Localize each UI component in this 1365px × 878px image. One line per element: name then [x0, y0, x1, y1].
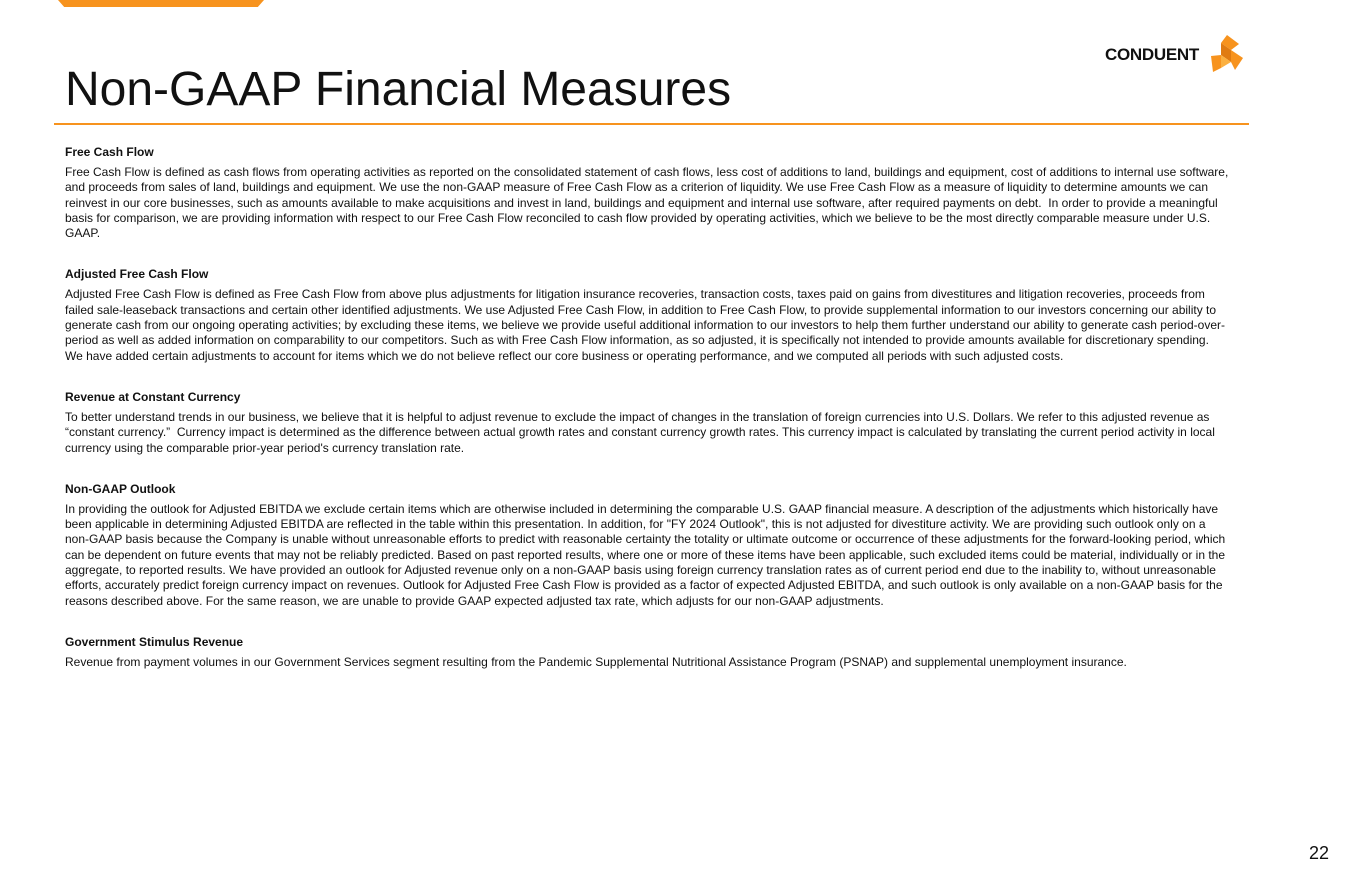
page-title: Non-GAAP Financial Measures	[65, 63, 732, 116]
section-government-stimulus-revenue	[65, 634, 1230, 670]
section-non-gaap-outlook	[65, 481, 1230, 609]
conduent-logo	[1105, 34, 1245, 74]
section-paragraph: Revenue from payment volumes in our Government Services segment resulting from the Pandemic Supplemental Nutritional Assistance Program (PSNAP) and supplemental unemployment insurance.	[65, 654, 1127, 669]
section-heading: Government Stimulus Revenue	[65, 634, 244, 649]
section-adjusted-free-cash-flow	[65, 266, 1230, 363]
section-heading: Adjusted Free Cash Flow	[65, 267, 209, 282]
page-number: 22	[1309, 843, 1330, 863]
section-heading: Non-GAAP Outlook	[65, 481, 176, 496]
section-paragraph: Adjusted Free Cash Flow is defined as Free Cash Flow from above plus adjustments for litigation insurance recoveries, transaction costs, taxes paid on gains from divestitures and litigation recoveries, proceeds from failed sale-leaseback transactions and certain other identified adjustments. We use Adjusted Free Cash Flow, in addition to Free Cash Flow, to provide supplemental information to our investors concerning our ability to generate cash from our ongoing operating activities; by excluding these items, we believe we provide useful additional information to our investors to help them further understand our ability to generate cash period-over-period as well as added information on comparability to our competitors. Such as with Free Cash Flow information, as so adjusted, it is specifically not intended to provide amounts available for discretionary spending. We have added certain adjustments to account for items which we do not believe reflect our core business or operating performance, and we computed all periods with such adjusted costs.	[65, 287, 1225, 363]
section-heading: Free Cash Flow	[65, 145, 154, 159]
logo-wordmark: CONDUENT	[1105, 45, 1199, 64]
section-revenue-constant-currency	[65, 389, 1230, 456]
top-accent-tab	[58, 0, 264, 7]
title-divider	[54, 123, 1249, 125]
conduent-mark-icon	[1205, 34, 1245, 74]
section-paragraph: Free Cash Flow is defined as cash flows from operating activities as reported on the consolidated statement of cash flows, less cost of additions to land, buildings and equipment, cost of additions to internal use software, and proceeds from sales of land, buildings and equipment. We use the non-GAAP measure of Free Cash Flow as a criterion of liquidity. We use Free Cash Flow as a measure of liquidity to determine amounts we can reinvest in our core businesses, such as amounts available to make acquisitions and invest in land, buildings and equipment and internal use software, after required payments on debt. In order to provide a meaningful basis for comparison, we are providing information with respect to our Free Cash Flow reconciled to cash flow provided by operating activities, which we believe to be the most directly comparable measure under U.S. GAAP.	[65, 165, 1232, 241]
section-paragraph: In providing the outlook for Adjusted EBITDA we exclude certain items which are otherwise included in determining the comparable U.S. GAAP financial measure. A description of the adjustments which historically have been applicable in determining Adjusted EBITDA are reflected in the table within this presentation. In addition, for "FY 2024 Outlook", this is not adjusted for divestiture activity. We are providing such outlook only on a non-GAAP basis because the Company is unable without unreasonable efforts to predict with reasonable certainty the totality or ultimate outcome or occurrence of these adjustments for the forward-looking period, which can be dependent on future events that may not be reliably predicted. Based on past reported results, where one or more of these items have been applicable, such excluded items could be material, individually or in the aggregate, to reported results. We have provided an outlook for Adjusted revenue only on a non-GAAP basis using foreign currency translation rates as of current period end due to the inability to, without unreasonable efforts, accurately predict foreign currency impact on revenues. Outlook for Adjusted Free Cash Flow is provided as a factor of expected Adjusted EBITDA, and such outlook is only available on a non-GAAP basis for the reasons described above. For the same reason, we are unable to provide GAAP expected adjusted tax rate, which adjusts for our non-GAAP adjustments.	[65, 501, 1229, 608]
section-paragraph: To better understand trends in our business, we believe that it is helpful to adjust revenue to exclude the impact of changes in the translation of foreign currencies into U.S. Dollars. We refer to this adjusted revenue as “constant currency.” Currency impact is determined as the difference between actual growth rates and constant currency growth rates. This currency impact is calculated by translating the current period activity in local currency using the comparable prior-year period's currency translation rate.	[65, 409, 1219, 455]
section-heading: Revenue at Constant Currency	[65, 389, 241, 404]
section-free-cash-flow	[65, 144, 1230, 241]
content-body	[65, 144, 1230, 695]
